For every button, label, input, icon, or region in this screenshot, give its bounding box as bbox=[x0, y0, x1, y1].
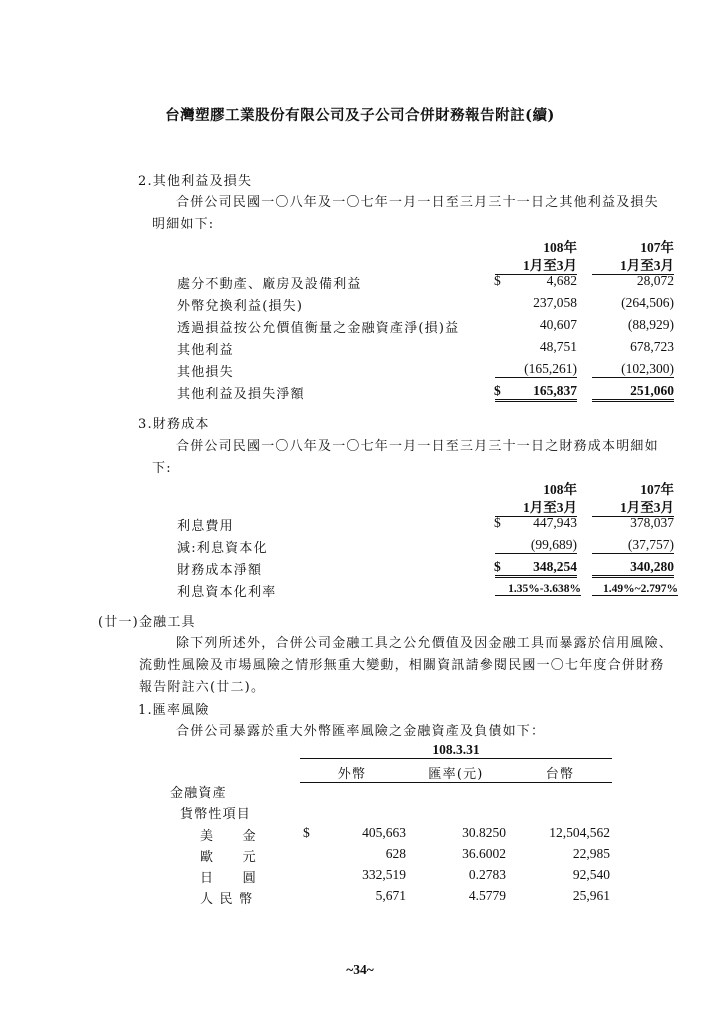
s2-row-v2: (88,929) bbox=[627, 317, 674, 332]
s3-row-v2: 378,037 bbox=[630, 515, 674, 530]
fx-row-currency: $ bbox=[303, 825, 310, 840]
section-3-heading: 3.財務成本 bbox=[138, 417, 210, 432]
s2-row-v1: 237,058 bbox=[533, 295, 577, 310]
section-2-intro-line2: 明細如下: bbox=[152, 217, 215, 232]
fx-row-foreign: 5,671 bbox=[375, 888, 406, 903]
fx-row-rate: 36.6002 bbox=[462, 846, 506, 861]
s3-total-label: 財務成本淨額 bbox=[177, 563, 263, 578]
fx-row-rate: 30.8250 bbox=[462, 825, 506, 840]
s3-col2-period: 1月至3月 bbox=[592, 496, 674, 517]
s2-row-currency: $ bbox=[494, 273, 501, 288]
s3-row-v1: (99,689) bbox=[495, 537, 577, 554]
fx-row-label: 人 民 幣 bbox=[200, 892, 254, 907]
s3-row-v1: 447,943 bbox=[533, 515, 577, 530]
fx-row-label: 歐 元 bbox=[200, 850, 257, 865]
section-21-heading: (廿一)金融工具 bbox=[98, 615, 196, 630]
fx-col-twd: 台幣 bbox=[508, 763, 612, 783]
s3-total-v2: 340,280 bbox=[592, 559, 674, 578]
s3-rate-v1: 1.35%-3.638% bbox=[495, 583, 581, 596]
fx-row-twd: 22,985 bbox=[572, 846, 610, 861]
fx-col-rate: 匯率(元) bbox=[404, 763, 508, 783]
s2-total-currency: $ bbox=[494, 383, 501, 398]
s2-row-v2: 678,723 bbox=[630, 339, 674, 354]
fx-group-label: 金融資產 bbox=[170, 786, 227, 801]
s3-row-label: 利息費用 bbox=[177, 519, 234, 534]
s3-rate-label: 利息資本化利率 bbox=[177, 585, 277, 600]
page-number: ~34~ bbox=[346, 962, 374, 977]
section-21-para-line2: 流動性風險及市場風險之情形無重大變動，相關資訊請參閱民國一〇七年度合併財務 bbox=[139, 658, 665, 673]
fx-risk-heading: 1.匯率風險 bbox=[138, 703, 210, 718]
s2-row-v1: 48,751 bbox=[539, 339, 577, 354]
s2-row-label: 其他利益 bbox=[177, 343, 234, 358]
s2-row-v2: (264,506) bbox=[621, 295, 674, 310]
s2-row-label: 透過損益按公允價值衡量之金融資產淨(損)益 bbox=[177, 321, 460, 336]
s3-row-label: 減:利息資本化 bbox=[177, 541, 268, 556]
s2-row-v1: 40,607 bbox=[539, 317, 577, 332]
section-21-para-line1: 除下列所述外，合併公司金融工具之公允價值及因金融工具而暴露於信用風險、 bbox=[176, 636, 674, 651]
fx-row-foreign: 628 bbox=[385, 846, 406, 861]
s2-row-label: 其他損失 bbox=[177, 365, 234, 380]
s2-total-label: 其他利益及損失淨額 bbox=[177, 387, 305, 402]
s2-col1-period: 1月至3月 bbox=[495, 254, 577, 275]
s2-row-label: 外幣兌換利益(損失) bbox=[177, 299, 304, 314]
s3-row-v2: (37,757) bbox=[592, 537, 674, 554]
s2-row-v2: (102,300) bbox=[592, 361, 674, 378]
s3-total-v1: 348,254 bbox=[495, 559, 577, 578]
s3-col2-year: 107年 bbox=[640, 482, 674, 497]
s2-row-v2: 28,072 bbox=[636, 273, 674, 288]
fx-row-rate: 4.5779 bbox=[468, 888, 506, 903]
fx-row-twd: 12,504,562 bbox=[549, 825, 610, 840]
fx-row-label: 日 圓 bbox=[200, 871, 257, 886]
fx-row-foreign: 405,663 bbox=[362, 825, 406, 840]
section-21-para-line3: 報告附註六(廿二)。 bbox=[139, 680, 266, 695]
s3-row-currency: $ bbox=[494, 515, 501, 530]
fx-row-foreign: 332,519 bbox=[362, 867, 406, 882]
s2-total-v2: 251,060 bbox=[592, 383, 674, 402]
fx-row-rate: 0.2783 bbox=[468, 867, 506, 882]
s2-col2-period: 1月至3月 bbox=[592, 254, 674, 275]
s3-col1-year: 108年 bbox=[543, 482, 577, 497]
s3-col1-period: 1月至3月 bbox=[495, 496, 577, 517]
fx-row-twd: 25,961 bbox=[572, 888, 610, 903]
section-2-intro-line1: 合併公司民國一〇八年及一〇七年一月一日至三月三十一日之其他利益及損失 bbox=[176, 195, 659, 210]
s3-rate-v2: 1.49%~2.797% bbox=[592, 583, 678, 596]
fx-table-date: 108.3.31 bbox=[300, 742, 612, 759]
s2-total-v1: 165,837 bbox=[495, 383, 577, 402]
fx-subgroup-label: 貨幣性項目 bbox=[180, 807, 252, 822]
s2-row-v1: (165,261) bbox=[495, 361, 577, 378]
s2-row-v1: 4,682 bbox=[546, 273, 577, 288]
section-3-intro-line2: 下: bbox=[152, 461, 172, 476]
fx-col-foreign: 外幣 bbox=[300, 763, 404, 783]
fx-row-twd: 92,540 bbox=[572, 867, 610, 882]
fx-risk-intro: 合併公司暴露於重大外幣匯率風險之金融資產及負債如下： bbox=[176, 724, 546, 739]
s3-total-currency: $ bbox=[494, 559, 501, 574]
s2-col1-year: 108年 bbox=[543, 240, 577, 255]
section-3-intro-line1: 合併公司民國一〇八年及一〇七年一月一日至三月三十一日之財務成本明細如 bbox=[176, 439, 659, 454]
section-2-heading: 2.其他利益及損失 bbox=[138, 174, 253, 189]
page-title: 台灣塑膠工業股份有限公司及子公司合併財務報告附註(續) bbox=[165, 107, 555, 124]
s2-col2-year: 107年 bbox=[640, 240, 674, 255]
s2-row-label: 處分不動產、廠房及設備利益 bbox=[177, 277, 362, 292]
fx-row-label: 美 金 bbox=[200, 829, 257, 844]
